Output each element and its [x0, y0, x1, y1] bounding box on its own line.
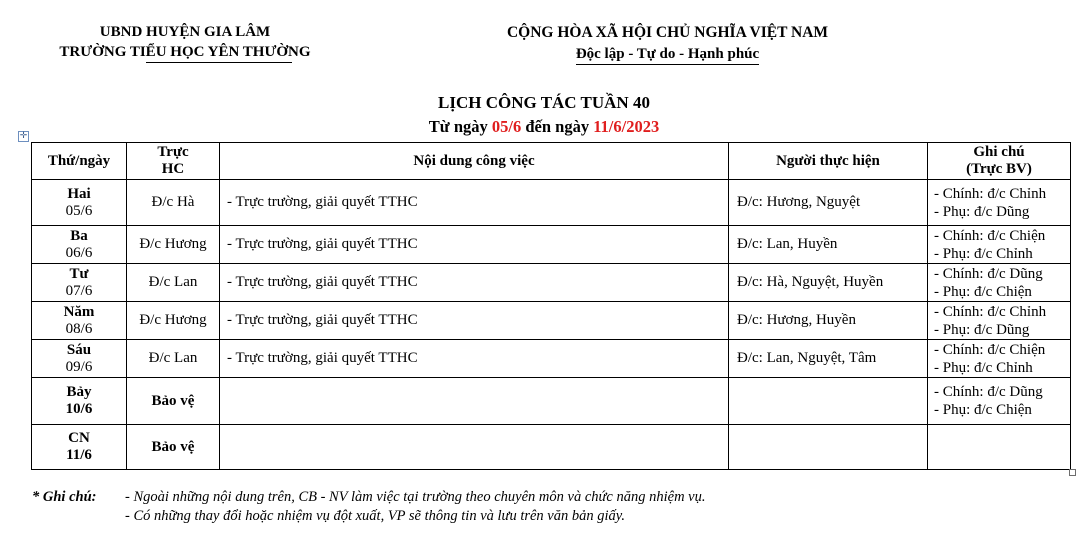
- header-hc: [127, 143, 220, 180]
- table-row: [32, 226, 1071, 264]
- day-date: 07/6: [65, 282, 93, 299]
- hc-cell: Bảo vệ: [127, 378, 220, 425]
- hc-cell: Đ/c Hương: [127, 302, 220, 340]
- header-content: Nội dung công việc: [220, 143, 729, 180]
- note-main: - Chính: đ/c Chỉnh: [934, 303, 1047, 320]
- day-name: Tư: [69, 265, 89, 282]
- header-day: Thứ/ngày: [32, 143, 127, 180]
- note-main: - Chính: đ/c Dũng: [934, 384, 1043, 400]
- header-note-line2: (Trực BV): [966, 161, 1032, 177]
- note-cell: [928, 425, 1071, 470]
- country-motto: Độc lập - Tự do - Hạnh phúc: [576, 45, 759, 65]
- header-left: [30, 22, 340, 63]
- note-assist: - Phụ: đ/c Chỉnh: [934, 359, 1033, 376]
- content-cell: - Trực trường, giải quyết TTHC: [220, 180, 729, 226]
- day-date: 05/6: [65, 202, 93, 219]
- hc-cell: Đ/c Lan: [127, 340, 220, 378]
- day-cell: [32, 340, 127, 378]
- move-icon[interactable]: ✛: [19, 131, 28, 141]
- footnote-label: * Ghi chú:: [32, 489, 97, 505]
- country-name: CỘNG HÒA XÃ HỘI CHỦ NGHĨA VIỆT NAM: [506, 24, 829, 41]
- school-name: TRƯỜNG TIỂU HỌC YÊN THƯỜNG: [59, 44, 311, 60]
- hc-cell: Bảo vệ: [127, 425, 220, 470]
- header-hc-line1: Trực: [157, 144, 189, 160]
- day-cell: [32, 264, 127, 302]
- header-person: Người thực hiện: [729, 143, 928, 180]
- hc-cell: Đ/c Hương: [127, 226, 220, 264]
- day-cell: [32, 378, 127, 425]
- person-cell: Đ/c: Lan, Huyền: [729, 226, 928, 264]
- table-row: [32, 378, 1071, 425]
- table-row: [32, 180, 1071, 226]
- day-name: Hai: [67, 185, 91, 202]
- note-assist: - Phụ: đ/c Chiện: [934, 283, 1032, 300]
- note-cell: [928, 378, 1071, 425]
- note-assist: - Phụ: đ/c Chiện: [934, 402, 1032, 418]
- date-range-prefix: Từ ngày: [428, 117, 488, 136]
- note-main: - Chính: đ/c Chiện: [934, 227, 1046, 244]
- header-right: [470, 22, 865, 65]
- person-cell: [729, 378, 928, 425]
- footnote-line-1: - Ngoài những nội dung trên, CB - NV làm việc tại trường theo chuyên môn và chức năng nhiệm vụ.: [125, 489, 706, 505]
- table-row: [32, 302, 1071, 340]
- day-date: 11/6: [66, 447, 92, 463]
- header-note-line1: Ghi chú: [973, 144, 1025, 160]
- note-main: - Chính: đ/c Dũng: [934, 265, 1043, 282]
- day-date: 08/6: [65, 320, 93, 337]
- date-range: [0, 117, 1088, 137]
- note-assist: - Phụ: đ/c Chỉnh: [934, 245, 1033, 262]
- footnote-text: [125, 488, 706, 526]
- content-cell: - Trực trường, giải quyết TTHC: [220, 340, 729, 378]
- table-header-row: [32, 143, 1071, 180]
- day-cell: [32, 180, 127, 226]
- note-assist: - Phụ: đ/c Dũng: [934, 203, 1030, 220]
- date-range-middle: đến ngày: [525, 117, 590, 136]
- content-cell: - Trực trường, giải quyết TTHC: [220, 226, 729, 264]
- table-resize-handle[interactable]: [1069, 469, 1076, 476]
- person-cell: [729, 425, 928, 470]
- table-row: [32, 264, 1071, 302]
- person-cell: Đ/c: Hương, Nguyệt: [729, 180, 928, 226]
- note-cell: [928, 180, 1071, 226]
- hc-cell: Đ/c Lan: [127, 264, 220, 302]
- day-name: Bảy: [66, 384, 92, 400]
- note-main: - Chính: đ/c Chiện: [934, 341, 1046, 358]
- day-cell: [32, 226, 127, 264]
- schedule-table: [31, 142, 1071, 470]
- note-cell: [928, 264, 1071, 302]
- header-left-underline: [146, 62, 292, 63]
- note-cell: [928, 340, 1071, 378]
- district-name: UBND HUYỆN GIA LÂM: [99, 24, 271, 40]
- day-name: Sáu: [66, 341, 92, 358]
- person-cell: Đ/c: Hương, Huyền: [729, 302, 928, 340]
- person-cell: Đ/c: Hà, Nguyệt, Huyền: [729, 264, 928, 302]
- page-title: LỊCH CÔNG TÁC TUẦN 40: [438, 93, 650, 112]
- note-main: - Chính: đ/c Chỉnh: [934, 185, 1047, 202]
- content-cell: [220, 425, 729, 470]
- note-assist: - Phụ: đ/c Dũng: [934, 321, 1030, 338]
- day-cell: [32, 302, 127, 340]
- date-range-start: 05/6: [491, 117, 522, 136]
- day-cell: [32, 425, 127, 470]
- day-name: CN: [68, 430, 90, 446]
- person-cell: Đ/c: Lan, Nguyệt, Tâm: [729, 340, 928, 378]
- date-range-end: 11/6/2023: [593, 117, 660, 136]
- table-row: [32, 425, 1071, 470]
- day-date: 06/6: [65, 244, 93, 261]
- content-cell: [220, 378, 729, 425]
- day-date: 09/6: [65, 358, 93, 375]
- content-cell: - Trực trường, giải quyết TTHC: [220, 302, 729, 340]
- header-note: [928, 143, 1071, 180]
- content-cell: - Trực trường, giải quyết TTHC: [220, 264, 729, 302]
- hc-cell: Đ/c Hà: [127, 180, 220, 226]
- note-cell: [928, 302, 1071, 340]
- day-date: 10/6: [65, 401, 93, 417]
- note-cell: [928, 226, 1071, 264]
- day-name: Năm: [63, 303, 95, 320]
- header-hc-line2: HC: [161, 161, 185, 177]
- table-row: [32, 340, 1071, 378]
- day-name: Ba: [70, 227, 88, 244]
- footnote-line-2: - Có những thay đổi hoặc nhiệm vụ đột xuất, VP sẽ thông tin và lưu trên văn bản giấy.: [125, 508, 626, 524]
